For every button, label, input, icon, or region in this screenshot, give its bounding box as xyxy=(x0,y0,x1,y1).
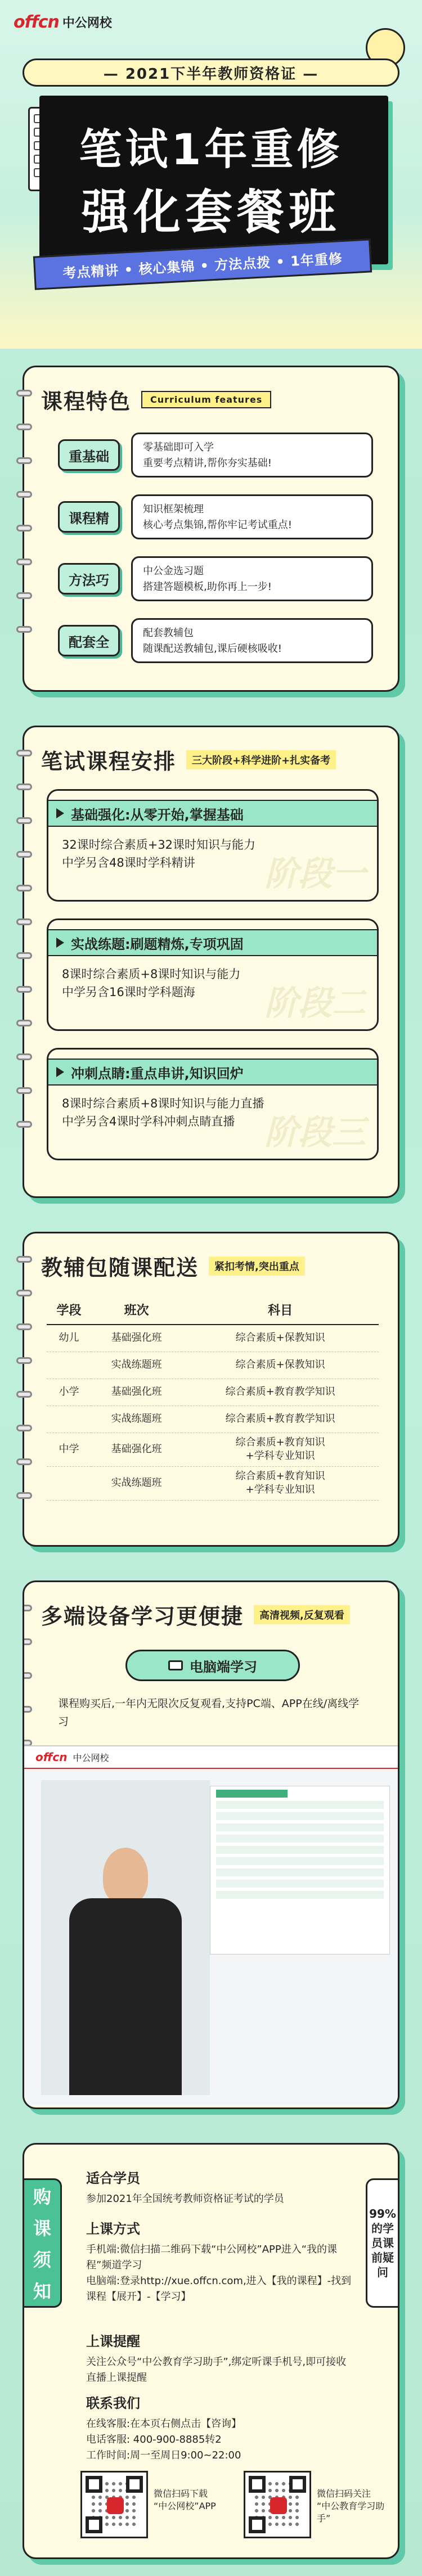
qr-code-app[interactable] xyxy=(80,2471,148,2538)
video-topbar xyxy=(24,1746,399,1769)
table-row xyxy=(47,1379,379,1406)
qr-app-caption: 微信扫码下载 “中公网校”APP xyxy=(154,2488,216,2511)
stage-card xyxy=(47,918,379,1031)
col-header-class: 班次 xyxy=(91,1295,182,1325)
binder-rings xyxy=(23,1605,32,1746)
table-row xyxy=(47,1325,379,1352)
monitor-icon xyxy=(168,1660,183,1670)
qr-code-assistant[interactable] xyxy=(244,2471,311,2538)
stage-watermark: 阶段三 xyxy=(264,1113,366,1152)
notes-who xyxy=(86,2167,356,2207)
stage-body: 8课时综合素质+8课时知识与能力直播 中学另含4课时学科冲刺点睛直播 xyxy=(62,1097,264,1128)
table-row xyxy=(47,1466,379,1500)
notes-how-pc: 电脑端:登录http://xue.offcn.com,进入【我的课程】-找到课程【展开】-【学习】 xyxy=(86,2275,352,2303)
col-header-subject: 科目 xyxy=(182,1295,379,1325)
notes-contact xyxy=(86,2392,356,2464)
stage-card xyxy=(47,789,379,902)
stage-head: 冲刺点睛:重点串讲,知识回炉 xyxy=(48,1059,377,1086)
table-cell-cls: 基础强化班 xyxy=(91,1379,182,1406)
binder-rings xyxy=(16,750,32,1128)
notes-side-label: 购 课 须 知 xyxy=(23,2178,62,2308)
slide-preview xyxy=(210,1786,390,1954)
table-cell-cls: 实战练题班 xyxy=(91,1406,182,1433)
kit-table xyxy=(47,1295,379,1501)
kit-heading xyxy=(41,1250,305,1281)
notes-who-text: 参加2021年全国统考教师资格证考试的学员 xyxy=(86,2193,284,2205)
hero-ribbon: 考点精讲 • 核心集锦 • 方法点拨 • 1年重修 xyxy=(33,238,372,290)
pc-learning-label: 电脑端学习 xyxy=(190,1659,257,1675)
brand-name: 中公网校 xyxy=(62,16,112,30)
notes-how-mobile: 手机端:微信扫描二维码下载“中公网校”APP进入“我的课程”频道学习 xyxy=(86,2244,338,2271)
triangle-icon xyxy=(56,938,64,948)
table-row xyxy=(47,1406,379,1433)
table-cell-subj: 综合素质+教育教学知识 xyxy=(182,1406,379,1433)
table-cell-subj: 综合素质+教育知识 +学科专业知识 xyxy=(182,1433,379,1466)
devices-title: 多端设备学习更便捷 xyxy=(41,1604,244,1629)
notes-how-title: 上课方式 xyxy=(86,2221,140,2237)
feature-desc: 配套教辅包 随课配送教辅包,课后硬核吸收! xyxy=(131,618,373,663)
features-heading xyxy=(41,384,271,415)
binder-rings xyxy=(16,1256,32,1499)
table-cell-stage: 中学 xyxy=(47,1433,91,1466)
table-cell-subj: 综合素质+教育教学知识 xyxy=(182,1379,379,1406)
devices-tag: 高清视频,反复观看 xyxy=(254,1605,350,1624)
stage-watermark: 阶段二 xyxy=(264,984,366,1023)
stage-card xyxy=(47,1048,379,1160)
notes-remind-text: 关注公众号“中公教育学习助手”,绑定听课手机号,即可接收直播上课提醒 xyxy=(86,2356,347,2384)
stage-head: 实战练题:刷题精炼,专项巩固 xyxy=(48,929,377,956)
feature-label: 课程精 xyxy=(58,501,120,533)
notes-remind xyxy=(86,2330,356,2386)
pc-learning-button[interactable] xyxy=(125,1650,300,1681)
devices-card xyxy=(23,1580,399,2109)
schedule-heading xyxy=(41,744,336,775)
purchase-notes-card xyxy=(23,2143,399,2559)
feature-label: 方法巧 xyxy=(58,563,120,595)
notes-remind-title: 上课提醒 xyxy=(86,2334,140,2349)
feature-item xyxy=(58,429,373,481)
notes-contact-hours: 工作时间:周一至周日9:00~22:00 xyxy=(86,2449,241,2461)
table-row xyxy=(47,1433,379,1466)
video-preview[interactable] xyxy=(24,1745,399,2105)
notes-side-faq: 99%的学员课前疑问 xyxy=(366,2178,399,2308)
table-cell-cls: 基础强化班 xyxy=(91,1325,182,1352)
brand-logo[interactable] xyxy=(14,12,112,32)
binder-rings xyxy=(16,390,32,633)
feature-label: 配套全 xyxy=(58,625,120,656)
table-cell-stage: 小学 xyxy=(47,1379,91,1406)
stage-body: 8课时综合素质+8课时知识与能力 中学另含16课时学科题海 xyxy=(62,967,241,999)
triangle-icon xyxy=(56,1067,64,1077)
features-en-title: Curriculum features xyxy=(141,391,271,408)
video-logo: offcn xyxy=(35,1750,68,1764)
table-cell-stage xyxy=(47,1466,91,1500)
devices-description: 课程购买后,一年内无限次反复观看,支持PC端、APP在线/离线学习 xyxy=(58,1697,360,1728)
stage-head: 基础强化:从零开始,掌握基础 xyxy=(48,800,377,827)
table-cell-cls: 实战练题班 xyxy=(91,1352,182,1379)
hero-subtitle: — 2021下半年教师资格证 — xyxy=(23,58,399,87)
kit-title: 教辅包随课配送 xyxy=(41,1255,199,1280)
table-cell-stage xyxy=(47,1352,91,1379)
table-cell-subj: 综合素质+教育知识 +学科专业知识 xyxy=(182,1466,379,1500)
table-cell-subj: 综合素质+保教知识 xyxy=(182,1325,379,1352)
hero-title-line2: 强化套餐班 xyxy=(81,184,340,240)
video-brand: 中公网校 xyxy=(73,1752,109,1763)
notes-contact-title: 联系我们 xyxy=(86,2395,140,2411)
qr-assistant-caption: 微信扫码关注 “中公教育学习助手” xyxy=(317,2488,385,2524)
features-title: 课程特色 xyxy=(41,389,132,414)
table-cell-stage: 幼儿 xyxy=(47,1325,91,1352)
notes-who-title: 适合学员 xyxy=(86,2170,140,2186)
presenter-image xyxy=(41,1780,210,2095)
feature-item xyxy=(58,615,373,666)
table-header-row xyxy=(47,1295,379,1325)
table-row xyxy=(47,1352,379,1379)
feature-desc: 中公金选习题 搭建答题模板,助你再上一步! xyxy=(131,556,373,601)
feature-label: 重基础 xyxy=(58,439,120,471)
col-header-stage: 学段 xyxy=(47,1295,91,1325)
features-card xyxy=(23,366,399,692)
triangle-icon xyxy=(56,808,64,818)
hero-title-line1: 笔试1年重修 xyxy=(79,124,343,174)
table-cell-stage xyxy=(47,1406,91,1433)
table-cell-cls: 实战练题班 xyxy=(91,1466,182,1500)
feature-desc: 知识框架梳理 核心考点集锦,帮你牢记考试重点! xyxy=(131,494,373,539)
kit-tag: 紧扣考情,突出重点 xyxy=(209,1257,305,1276)
devices-heading xyxy=(41,1599,350,1630)
notes-contact-phone[interactable]: 电话客服: 400-900-8885转2 xyxy=(86,2434,222,2446)
feature-item xyxy=(58,491,373,543)
feature-desc: 零基础即可入学 重要考点精讲,帮你夯实基础! xyxy=(131,433,373,478)
kit-card xyxy=(23,1232,399,1547)
notes-how xyxy=(86,2218,356,2305)
table-cell-cls: 基础强化班 xyxy=(91,1433,182,1466)
schedule-tag: 三大阶段+科学进阶+扎实备考 xyxy=(186,750,336,769)
table-cell-subj: 综合素质+保教知识 xyxy=(182,1352,379,1379)
feature-item xyxy=(58,553,373,605)
stage-watermark: 阶段一 xyxy=(264,854,366,894)
notes-contact-online: 在线客服:在本页右侧点击【咨询】 xyxy=(86,2418,242,2430)
schedule-card xyxy=(23,726,399,1198)
hero-banner xyxy=(0,0,422,349)
stage-body: 32课时综合素质+32课时知识与能力 中学另含48课时学科精讲 xyxy=(62,838,256,870)
schedule-title: 笔试课程安排 xyxy=(41,749,177,774)
offcn-logo-mark: offcn xyxy=(14,12,59,32)
